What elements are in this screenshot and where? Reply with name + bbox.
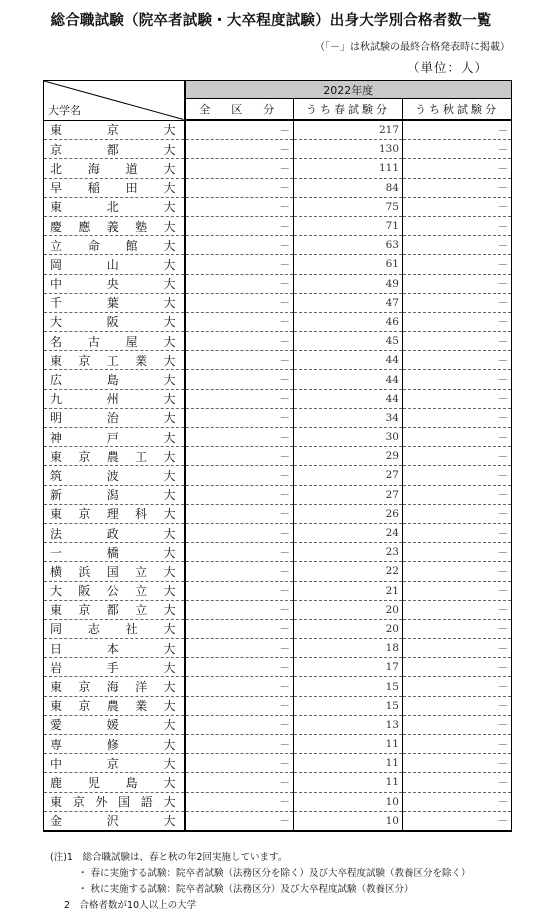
value-autumn: － (403, 447, 512, 466)
university-name: 早稲田大 (44, 178, 185, 197)
value-autumn: － (403, 792, 512, 811)
value-autumn: － (403, 466, 512, 485)
university-name: 東京工業大 (44, 351, 185, 370)
footnote-1: (注)1 総合職試験は、春と秋の年2回実施しています。 (50, 852, 288, 863)
value-total: － (185, 466, 294, 485)
university-name: 鹿児島大 (44, 773, 185, 792)
value-spring: 10 (294, 792, 403, 811)
value-spring: 71 (294, 216, 403, 235)
value-spring: 23 (294, 543, 403, 562)
value-total: － (185, 696, 294, 715)
table-row (44, 581, 512, 600)
value-spring: 34 (294, 408, 403, 427)
value-spring: 84 (294, 178, 403, 197)
value-autumn: － (403, 408, 512, 427)
value-spring: 130 (294, 140, 403, 159)
value-autumn: － (403, 197, 512, 216)
table-row (44, 274, 512, 293)
value-autumn: － (403, 754, 512, 773)
table-row (44, 312, 512, 331)
value-total: － (185, 120, 294, 140)
value-autumn: － (403, 216, 512, 235)
value-spring: 20 (294, 619, 403, 638)
value-autumn: － (403, 811, 512, 831)
table-body (44, 120, 512, 831)
value-autumn: － (403, 120, 512, 140)
value-total: － (185, 159, 294, 178)
value-total: － (185, 274, 294, 293)
value-autumn: － (403, 140, 512, 159)
column-header-spring: うち春試験分 (294, 99, 403, 121)
value-spring: 29 (294, 447, 403, 466)
university-name: 広島大 (44, 370, 185, 389)
table-row (44, 504, 512, 523)
university-name: 金沢大 (44, 811, 185, 831)
value-autumn: － (403, 255, 512, 274)
value-spring: 26 (294, 504, 403, 523)
university-name: 専修大 (44, 735, 185, 754)
value-autumn: － (403, 735, 512, 754)
value-spring: 17 (294, 658, 403, 677)
university-name: 東北大 (44, 197, 185, 216)
value-autumn: － (403, 236, 512, 255)
value-total: － (185, 773, 294, 792)
value-total: － (185, 255, 294, 274)
value-spring: 21 (294, 581, 403, 600)
value-total: － (185, 523, 294, 542)
value-autumn: － (403, 351, 512, 370)
value-autumn: － (403, 562, 512, 581)
university-name: 東京海洋大 (44, 677, 185, 696)
value-total: － (185, 332, 294, 351)
value-autumn: － (403, 428, 512, 447)
value-autumn: － (403, 696, 512, 715)
university-name: 東京農工大 (44, 447, 185, 466)
university-name: 立命館大 (44, 236, 185, 255)
university-name: 東京大 (44, 120, 185, 140)
table-row (44, 408, 512, 427)
university-column-label: 大学名 (48, 103, 81, 117)
value-total: － (185, 408, 294, 427)
value-spring: 44 (294, 389, 403, 408)
university-name: 岩手大 (44, 658, 185, 677)
table-row (44, 792, 512, 811)
table-row (44, 735, 512, 754)
table-row (44, 197, 512, 216)
value-spring: 22 (294, 562, 403, 581)
table-row (44, 120, 512, 140)
value-spring: 27 (294, 466, 403, 485)
value-spring: 63 (294, 236, 403, 255)
table-row (44, 370, 512, 389)
university-name: 千葉大 (44, 293, 185, 312)
year-header: 2022年度 (185, 81, 512, 99)
value-spring: 49 (294, 274, 403, 293)
value-spring: 11 (294, 754, 403, 773)
dash-legend-note: （「－」は秋試験の最終合格発表時に掲載） (315, 42, 510, 53)
footnote-spring: ・ 春に実施する試験：院卒者試験（法務区分を除く）及び大卒程度試験（教養区分を除く） (78, 868, 471, 879)
table-row (44, 236, 512, 255)
value-spring: 30 (294, 428, 403, 447)
table-row (44, 255, 512, 274)
table-row (44, 543, 512, 562)
column-header-autumn: うち秋試験分 (403, 99, 512, 121)
table-row (44, 619, 512, 638)
table-row (44, 140, 512, 159)
value-total: － (185, 581, 294, 600)
value-autumn: － (403, 773, 512, 792)
university-name: 大阪大 (44, 312, 185, 331)
value-total: － (185, 677, 294, 696)
table-row (44, 773, 512, 792)
value-autumn: － (403, 159, 512, 178)
value-spring: 44 (294, 370, 403, 389)
university-name: 北海道大 (44, 159, 185, 178)
value-spring: 11 (294, 735, 403, 754)
value-spring: 61 (294, 255, 403, 274)
value-spring: 44 (294, 351, 403, 370)
value-autumn: － (403, 178, 512, 197)
value-total: － (185, 485, 294, 504)
value-spring: 47 (294, 293, 403, 312)
value-total: － (185, 236, 294, 255)
footnote-2: 2 合格者数が10人以上の大学 (64, 900, 197, 911)
value-autumn: － (403, 274, 512, 293)
university-name: 新潟大 (44, 485, 185, 504)
value-spring: 15 (294, 696, 403, 715)
value-autumn: － (403, 658, 512, 677)
value-spring: 15 (294, 677, 403, 696)
table-row (44, 428, 512, 447)
value-autumn: － (403, 332, 512, 351)
table-row (44, 677, 512, 696)
university-name: 中央大 (44, 274, 185, 293)
university-name: 中京大 (44, 754, 185, 773)
university-name: 東京理科大 (44, 504, 185, 523)
value-total: － (185, 312, 294, 331)
value-spring: 217 (294, 120, 403, 140)
value-total: － (185, 715, 294, 734)
university-name: 東京農業大 (44, 696, 185, 715)
university-name: 同志社大 (44, 619, 185, 638)
column-header-total: 全 区 分 (185, 99, 294, 121)
value-total: － (185, 619, 294, 638)
university-name: 京都大 (44, 140, 185, 159)
value-autumn: － (403, 389, 512, 408)
university-name: 名古屋大 (44, 332, 185, 351)
table-row (44, 466, 512, 485)
table-row (44, 351, 512, 370)
value-total: － (185, 216, 294, 235)
value-spring: 75 (294, 197, 403, 216)
value-total: － (185, 543, 294, 562)
value-total: － (185, 504, 294, 523)
value-autumn: － (403, 543, 512, 562)
university-name: 岡山大 (44, 255, 185, 274)
table-row (44, 696, 512, 715)
value-autumn: － (403, 370, 512, 389)
value-total: － (185, 811, 294, 831)
table-row (44, 658, 512, 677)
value-autumn: － (403, 581, 512, 600)
corner-header-cell (44, 81, 185, 121)
table-row (44, 159, 512, 178)
value-total: － (185, 389, 294, 408)
university-name: 神戸大 (44, 428, 185, 447)
value-spring: 11 (294, 773, 403, 792)
value-total: － (185, 562, 294, 581)
university-name: 明治大 (44, 408, 185, 427)
table-row (44, 715, 512, 734)
university-name: 筑波大 (44, 466, 185, 485)
table-row (44, 485, 512, 504)
value-total: － (185, 447, 294, 466)
footnote-autumn: ・ 秋に実施する試験：院卒者試験（法務区分）及び大卒程度試験（教養区分） (78, 884, 414, 895)
university-name: 東京外国語大 (44, 792, 185, 811)
table-row (44, 389, 512, 408)
value-spring: 18 (294, 639, 403, 658)
value-total: － (185, 600, 294, 619)
value-spring: 45 (294, 332, 403, 351)
university-name: 一橋大 (44, 543, 185, 562)
value-autumn: － (403, 485, 512, 504)
value-total: － (185, 351, 294, 370)
page-title: 総合職試験（院卒者試験・大卒程度試験）出身大学別合格者数一覧 (50, 13, 492, 29)
university-name: 愛媛大 (44, 715, 185, 734)
unit-label: （単位：人） (406, 60, 488, 75)
value-total: － (185, 792, 294, 811)
university-name: 東京都立大 (44, 600, 185, 619)
value-total: － (185, 735, 294, 754)
value-total: － (185, 178, 294, 197)
results-table (43, 80, 512, 832)
value-spring: 13 (294, 715, 403, 734)
value-total: － (185, 293, 294, 312)
university-name: 九州大 (44, 389, 185, 408)
table-row (44, 523, 512, 542)
value-autumn: － (403, 293, 512, 312)
table-row (44, 811, 512, 831)
table-row (44, 639, 512, 658)
value-autumn: － (403, 677, 512, 696)
value-autumn: － (403, 619, 512, 638)
value-autumn: － (403, 523, 512, 542)
value-total: － (185, 428, 294, 447)
value-spring: 24 (294, 523, 403, 542)
table-row (44, 332, 512, 351)
value-autumn: － (403, 600, 512, 619)
value-spring: 111 (294, 159, 403, 178)
table-row (44, 562, 512, 581)
university-name: 慶應義塾大 (44, 216, 185, 235)
table-row (44, 600, 512, 619)
university-name: 大阪公立大 (44, 581, 185, 600)
value-total: － (185, 370, 294, 389)
value-total: － (185, 140, 294, 159)
value-autumn: － (403, 504, 512, 523)
value-total: － (185, 754, 294, 773)
value-spring: 46 (294, 312, 403, 331)
value-autumn: － (403, 312, 512, 331)
value-spring: 20 (294, 600, 403, 619)
value-total: － (185, 639, 294, 658)
university-name: 日本大 (44, 639, 185, 658)
value-autumn: － (403, 715, 512, 734)
value-spring: 10 (294, 811, 403, 831)
table-row (44, 447, 512, 466)
university-name: 法政大 (44, 523, 185, 542)
value-total: － (185, 658, 294, 677)
value-total: － (185, 197, 294, 216)
university-name: 横浜国立大 (44, 562, 185, 581)
value-autumn: － (403, 639, 512, 658)
footnotes (50, 850, 471, 914)
table-row (44, 293, 512, 312)
table-row (44, 216, 512, 235)
table-row (44, 754, 512, 773)
value-spring: 27 (294, 485, 403, 504)
table-row (44, 178, 512, 197)
